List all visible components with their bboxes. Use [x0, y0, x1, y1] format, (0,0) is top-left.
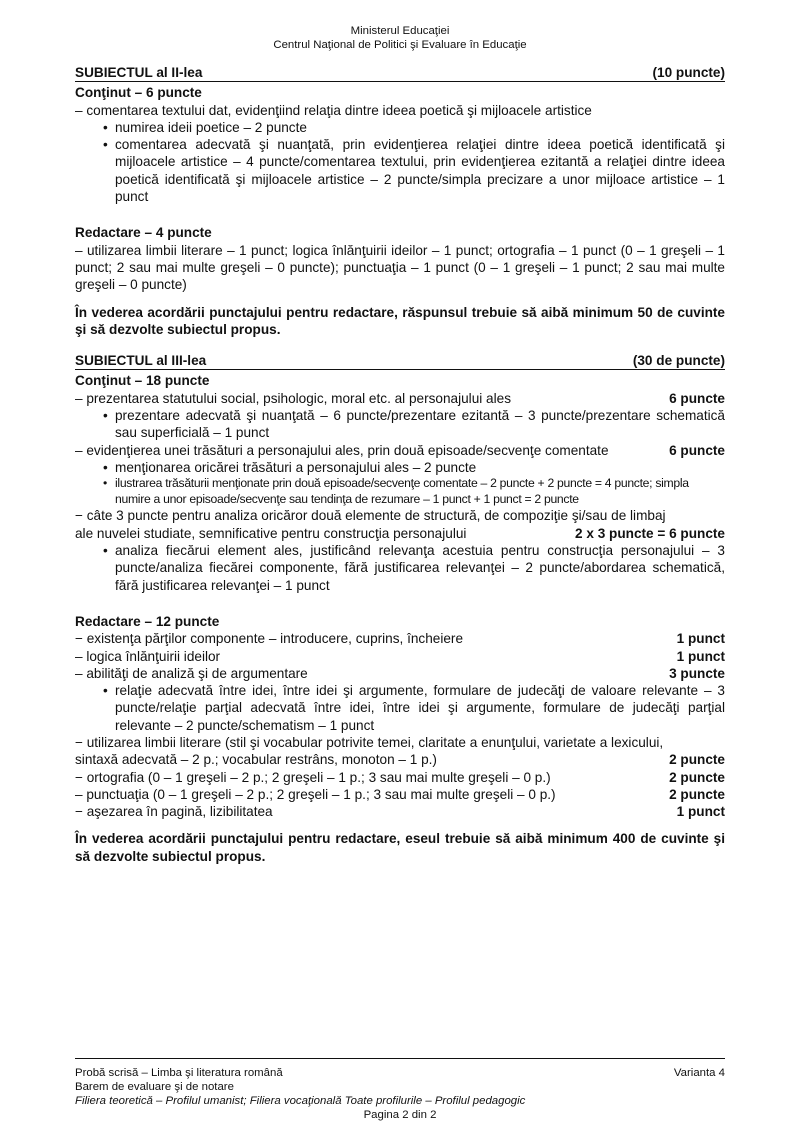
list-item	[75, 119, 725, 136]
criterion-points: 2 puncte	[669, 786, 725, 802]
criterion-text: − ortografia (0 – 1 greşeli – 2 p.; 2 greşeli – 1 p.; 3 sau mai multe greşeli – 0 p.)	[75, 769, 551, 785]
list-item-text: menţionarea oricărei trăsături a personajului ales – 2 puncte	[115, 459, 477, 475]
criterion-text: ale nuvelei studiate, semnificative pentru construcţia personajului	[75, 525, 467, 541]
list-item	[75, 407, 725, 442]
criterion-row	[75, 665, 725, 682]
criterion-text: – logica înlănţuirii ideilor	[75, 648, 221, 664]
criterion-row	[75, 442, 725, 459]
list-item	[75, 682, 725, 734]
list-item-text: analiza fiecărui element ales, justificând relevanţa acestuia pentru construcţia personajului – 3 puncte/analiza fiecărei componente, fără justificarea relevanţei – 2 puncte/abordarea schematică, fără justificarea relevanţei – 1 punct	[115, 543, 725, 593]
list-item	[75, 459, 725, 476]
criterion-row	[75, 751, 725, 768]
criterion-text: – punctuaţia (0 – 1 greşeli – 2 p.; 2 greşeli – 1 p.; 3 sau mai multe greşeli – 0 p.)	[75, 786, 556, 802]
center-name: Centrul Naţional de Politici şi Evaluare în Educaţie	[273, 38, 527, 51]
criterion-text: − existenţa părţilor componente – introducere, cuprins, încheiere	[75, 631, 464, 647]
bullet-icon: •	[103, 683, 108, 699]
criterion-row	[75, 648, 725, 665]
footer-barem: Barem de evaluare şi de notare	[75, 1081, 234, 1093]
criterion-row	[75, 769, 725, 786]
subject-iii-heading	[75, 352, 725, 370]
criterion-text: − câte 3 puncte pentru analiza oricăror două elemente de structură, de compoziţie şi/sau de limbaj	[75, 508, 666, 524]
criterion-row	[75, 525, 725, 542]
page-header	[75, 0, 725, 52]
criterion-points: 1 punct	[676, 631, 725, 647]
criterion-points: 1 punct	[676, 648, 725, 664]
ministry-name: Ministerul Educaţiei	[350, 25, 450, 37]
criterion-text: − aşezarea în pagină, lizibilitatea	[75, 804, 273, 820]
list-item-text: comentarea adecvată şi nuanţată, prin evidenţierea relaţiei dintre ideea poetică identificată şi mijloacele artistice – 4 puncte/comentarea textului, prin evidenţierea ezitantă a relaţiei dintre ideea poetică identificată şi mijloacele artistice – 2 puncte/simpla precizare a unor mijloace artistice – 1 punct	[115, 137, 725, 205]
subject-iii-title: SUBIECTUL al III-lea	[75, 353, 207, 369]
document-page	[75, 0, 725, 865]
list-item-text: prezentare adecvată şi nuanţată – 6 puncte/prezentare ezitantă – 3 puncte/prezentare schematică sau superficială – 1 punct	[115, 408, 725, 441]
criterion-points: 2 puncte	[669, 752, 725, 768]
bullet-icon: •	[103, 408, 108, 424]
list-item	[75, 542, 725, 594]
criterion-row	[75, 390, 725, 407]
criterion-text: − utilizarea limbii literare (stil şi vocabular potrivite temei, claritate a enunţului, varietate a lexicului,	[75, 734, 664, 750]
subject-iii-content-heading: Conţinut – 18 puncte	[75, 373, 210, 389]
bullet-icon: •	[103, 137, 108, 153]
criterion-text: sintaxă adecvată – 2 p.; vocabular restrâns, monoton – 1 p.)	[75, 752, 437, 768]
bullet-icon: •	[103, 543, 108, 559]
list-item-text: numirea ideii poetice – 2 puncte	[115, 119, 307, 135]
criterion-row	[75, 786, 725, 803]
criterion-points: 3 puncte	[669, 665, 725, 681]
criterion-points: 2 puncte	[669, 769, 725, 785]
list-item	[75, 476, 725, 507]
footer-variant: Varianta 4	[673, 1067, 725, 1079]
bullet-icon: •	[103, 459, 108, 475]
bullet-icon: •	[103, 119, 108, 135]
subject-iii-note: În vederea acordării punctajului pentru redactare, eseul trebuie să aibă minimum 400 de cuvinte şi să dezvolte subiectul propus.	[75, 831, 725, 864]
subject-ii-title: SUBIECTUL al II-lea	[75, 65, 203, 80]
list-item-text: ilustrarea trăsăturii menţionate prin două episoade/secvenţe comentate – 2 puncte + 2 puncte = 4 puncte; simpla numire a unor episoade/secvenţe sau tendinţa de rezumare – 1 punct + 1 punct = 2 puncte	[115, 476, 689, 506]
footer-page-number: Pagina 2 din 2	[363, 1109, 437, 1121]
criterion-row	[75, 803, 725, 820]
subject-ii-redactare-heading: Redactare – 4 puncte	[75, 225, 212, 241]
subject-ii-note: În vederea acordării punctajului pentru redactare, răspunsul trebuie să aibă minimum 50 de cuvinte şi să dezvolte subiectul propus.	[75, 304, 725, 337]
criterion-text: – prezentarea statutului social, psihologic, moral etc. al personajului ales	[75, 390, 511, 406]
subject-iii-points: (30 de puncte)	[632, 353, 725, 369]
page-footer	[75, 1058, 725, 1122]
subject-ii-content-heading: Conţinut – 6 puncte	[75, 85, 202, 101]
bullet-icon: •	[103, 476, 107, 491]
subject-ii-heading	[75, 64, 725, 82]
criterion-row	[75, 630, 725, 647]
subject-ii-content-intro: – comentarea textului dat, evidenţiind relaţia dintre ideea poetică şi mijloacele artistice	[75, 102, 592, 118]
subject-ii-points: (10 puncte)	[652, 65, 725, 80]
criterion-text: – evidenţierea unei trăsături a personajului ales, prin două episoade/secvenţe comentate	[75, 442, 609, 458]
subject-ii-redactare-text: – utilizarea limbii literare – 1 punct; logica înlănţuirii ideilor – 1 punct; ortografia – 1 punct (0 – 1 greşeli – 1 punct; 2 sau mai multe greşeli – 0 puncte); punctuaţia – 1 punct (0 – 1 greşeli – 1 punct; 2 sau mai multe greşeli – 0 puncte)	[75, 242, 725, 293]
criterion-points: 1 punct	[676, 804, 725, 820]
criterion-points: 2 x 3 puncte = 6 puncte	[575, 525, 725, 541]
criterion-points: 6 puncte	[669, 442, 725, 458]
criterion-points: 6 puncte	[669, 390, 725, 406]
footer-exam-title: Probă scrisă – Limba şi literatura română	[75, 1067, 283, 1079]
list-item-text: relaţie adecvată între idei, între idei şi argumente, formulare de judecăţi de valoare relevante – 3 puncte/relaţie parţial adecvată între idei, între idei şi argumente, formulare de judecăţi parţial relevante – 2 puncte/schematism – 1 punct	[115, 683, 725, 733]
criterion-text: – abilităţi de analiză şi de argumentare	[75, 665, 308, 681]
subject-iii-redactare-heading: Redactare – 12 puncte	[75, 613, 220, 629]
footer-profile: Filiera teoretică – Profilul umanist; Filiera vocaţională Toate profilurile – Profilul pedagogic	[75, 1095, 526, 1107]
list-item	[75, 136, 725, 205]
